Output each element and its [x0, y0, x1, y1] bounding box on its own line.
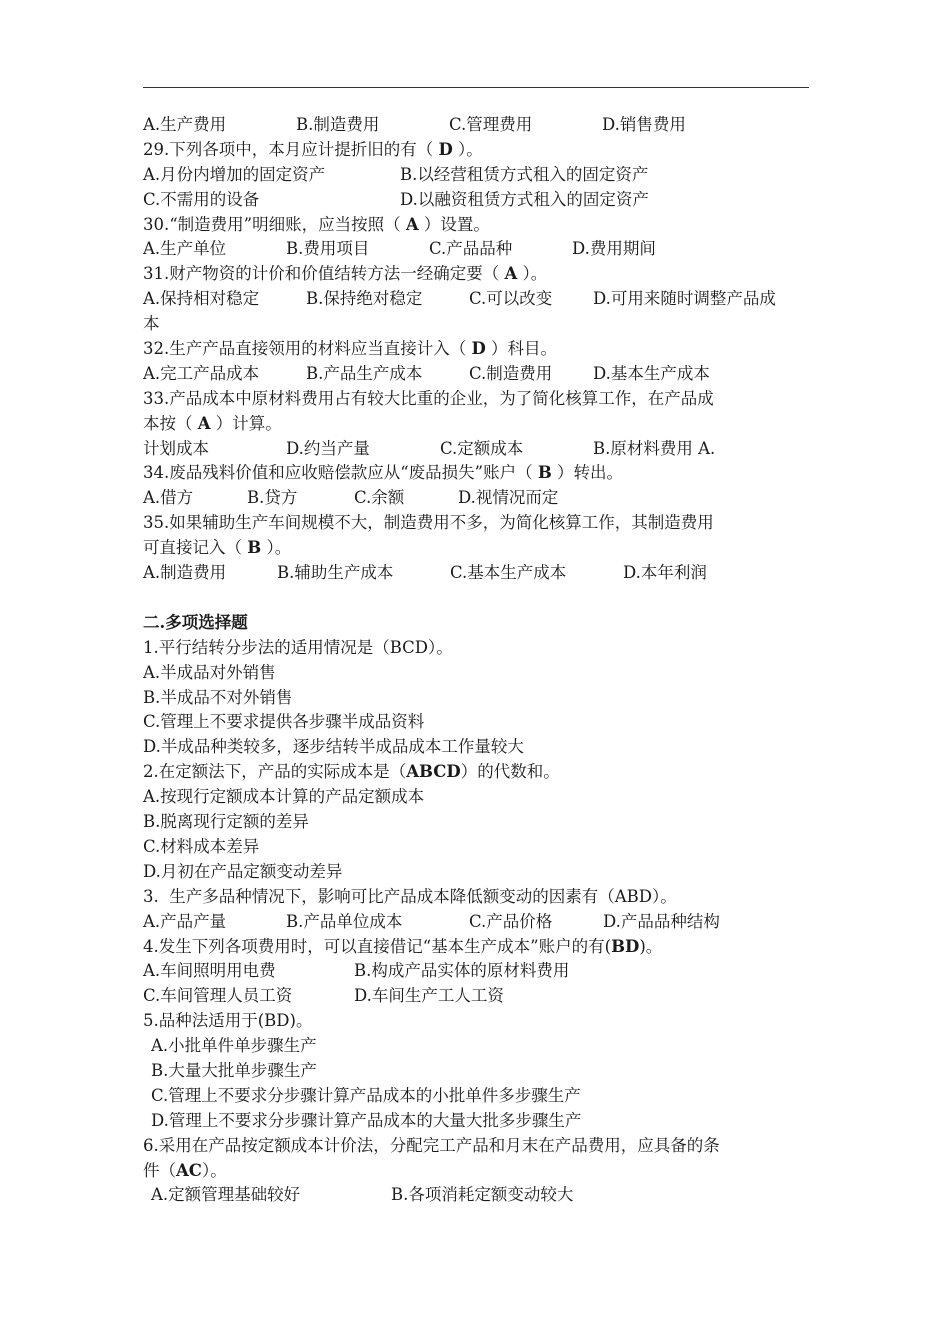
option: B.保持绝对稳定 — [306, 289, 423, 309]
option: A.生产费用 — [143, 115, 227, 134]
question-29 — [143, 138, 809, 163]
option: D.以融资租赁方式租入的固定资产 — [400, 189, 649, 209]
option-row — [143, 237, 809, 262]
option-row — [143, 910, 809, 935]
option: C.定额成本 — [440, 438, 524, 458]
option: D.月初在产品定额变动差异 — [143, 861, 343, 881]
option: C.管理上不要求分步骤计算产品成本的小批单件多步骤生产 — [151, 1085, 581, 1105]
option: A.产品产量 — [143, 911, 227, 931]
question-2 — [143, 760, 809, 785]
option: B.原材料费用 A. — [593, 438, 716, 458]
question-text: 2.在定额法下，产品的实际成本是（ — [143, 762, 407, 782]
question-6: 6.采用在产品按定额成本计价法，分配完工产品和月末在产品费用，应具备的条 — [143, 1135, 720, 1155]
option: B.半成品不对外销售 — [143, 687, 293, 707]
option: D.产品品种结构 — [603, 911, 720, 931]
option: B.脱离现行定额的差异 — [143, 812, 309, 832]
option: B.费用项目 — [286, 239, 370, 259]
option: B.制造费用 — [296, 115, 380, 134]
option: A.半成品对外销售 — [143, 662, 276, 682]
option: C.产品价格 — [469, 911, 553, 931]
option: C.基本生产成本 — [450, 563, 567, 583]
question-text: ）设置。 — [418, 214, 490, 234]
answer: D — [471, 339, 486, 359]
option: D.销售费用 — [602, 115, 686, 134]
option: C.管理上不要求提供各步骤半成品资料 — [143, 712, 425, 732]
option: A.保持相对稳定 — [143, 289, 260, 309]
question-text: ）计算。 — [210, 413, 282, 433]
option: D.视情况而定 — [458, 488, 559, 508]
option: C.车间管理人员工资 — [143, 986, 293, 1006]
option: D.车间生产工人工资 — [354, 986, 504, 1006]
question-34 — [143, 461, 809, 486]
option: A.定额管理基础较好 — [151, 1185, 301, 1205]
option: D.半成品种类较多，逐步结转半成品成本工作量较大 — [143, 737, 524, 757]
option-row — [143, 163, 809, 188]
option-row — [143, 362, 809, 387]
option: B.产品生产成本 — [306, 363, 423, 383]
question-text: ）的代数和。 — [460, 762, 560, 782]
question-text: 4.发生下列各项费用时，可以直接借记“基本生产成本”账户的有( — [143, 936, 612, 956]
question-32 — [143, 337, 809, 362]
option: A.借方 — [143, 488, 194, 508]
answer: B — [247, 538, 262, 558]
option: A.完工产品成本 — [143, 363, 260, 383]
option: C.管理费用 — [449, 115, 533, 134]
question-text: ）。 — [201, 1160, 227, 1180]
question-text: 可直接记入（ — [143, 538, 248, 558]
question-text: 34.废品残料价值和应收赔偿款应从“废品损失”账户（ — [143, 463, 538, 483]
option: C.制造费用 — [469, 363, 553, 383]
option: B.大量大批单步骤生产 — [151, 1060, 317, 1080]
question-text: ）。 — [261, 538, 292, 558]
question-text: 31.财产物资的计价和价值结转方法一经确定要（ — [143, 264, 505, 284]
option: C.产品品种 — [429, 239, 513, 259]
question-33-cont — [143, 412, 809, 437]
question-text: )。 — [639, 936, 663, 956]
section-title: 二.多项选择题 — [143, 612, 248, 632]
option: C.余额 — [354, 488, 405, 508]
option-row — [143, 486, 809, 511]
option: A.按现行定额成本计算的产品定额成本 — [143, 787, 425, 807]
question-31 — [143, 262, 809, 287]
question-35-cont — [143, 536, 809, 561]
question-4 — [143, 935, 809, 960]
option: A.车间照明用电费 — [143, 961, 276, 981]
question-3: 3. 生产多品种情况下，影响可比产品成本降低额变动的因素有（ABD）。 — [143, 886, 677, 906]
option: D.约当产量 — [286, 438, 370, 458]
option: B.产品单位成本 — [286, 911, 403, 931]
question-text: 32.生产产品直接领用的材料应当直接计入（ — [143, 339, 472, 359]
option: A.生产单位 — [143, 239, 227, 259]
document-page — [143, 113, 809, 1208]
option: 计划成本 — [143, 438, 209, 458]
question-35: 35.如果辅助生产车间规模不大，制造费用不多，为简化核算工作，其制造费用 — [143, 513, 714, 533]
option: B.辅助生产成本 — [277, 563, 394, 583]
option-row — [143, 984, 809, 1009]
option-row — [143, 287, 809, 312]
question-33: 33.产品成本中原材料费用占有较大比重的企业，为了简化核算工作，在产品成 — [143, 388, 714, 408]
option: B.各项消耗定额变动较大 — [391, 1185, 574, 1205]
question-text: 29.下列各项中，本月应计提折旧的有（ — [143, 139, 439, 159]
question-1: 1.平行结转分步法的适用情况是（BCD）。 — [143, 637, 453, 657]
option: A.小批单件单步骤生产 — [151, 1036, 317, 1056]
option: B.构成产品实体的原材料费用 — [354, 961, 570, 981]
option: B.以经营租赁方式租入的固定资产 — [400, 164, 649, 184]
answer: A — [504, 264, 518, 284]
answer: B — [537, 463, 552, 483]
option: D.管理上不要求分步骤计算产品成本的大量大批多步骤生产 — [151, 1110, 582, 1130]
question-text: 30.“制造费用”明细账，应当按照（ — [143, 214, 406, 234]
option: C.材料成本差异 — [143, 836, 260, 856]
option: A.制造费用 — [143, 563, 227, 583]
option: C.可以改变 — [469, 289, 553, 309]
question-text: 件（ — [143, 1160, 176, 1180]
question-30 — [143, 213, 809, 238]
answer: ABCD — [406, 762, 461, 782]
question-text: 本按（ — [143, 413, 198, 433]
question-5: 5.品种法适用于(BD)。 — [143, 1011, 313, 1031]
question-text: ）科目。 — [485, 339, 558, 359]
option: D.基本生产成本 — [593, 363, 710, 383]
header-rule — [143, 87, 809, 88]
continuation-line: 本 — [143, 314, 160, 334]
option-row — [143, 1183, 809, 1208]
question-6-cont — [143, 1159, 809, 1184]
option-row — [143, 959, 809, 984]
option-row — [143, 437, 809, 462]
option-row — [143, 561, 809, 586]
spacer — [143, 586, 809, 611]
answer: D — [438, 139, 453, 159]
option-row — [143, 113, 809, 138]
answer: A — [197, 413, 211, 433]
option: A.月份内增加的固定资产 — [143, 164, 326, 184]
option: D.费用期间 — [572, 239, 656, 259]
question-text: ）。 — [517, 264, 548, 284]
option: D.可用来随时调整产品成 — [593, 289, 776, 309]
answer: A — [405, 214, 419, 234]
option: C.不需用的设备 — [143, 189, 260, 209]
answer: AC — [176, 1160, 202, 1180]
question-text: ）转出。 — [551, 463, 624, 483]
option: B.贷方 — [247, 488, 298, 508]
question-text: ）。 — [452, 139, 483, 159]
answer: BD — [611, 936, 640, 956]
option-row — [143, 188, 809, 213]
option: D.本年利润 — [623, 563, 707, 583]
